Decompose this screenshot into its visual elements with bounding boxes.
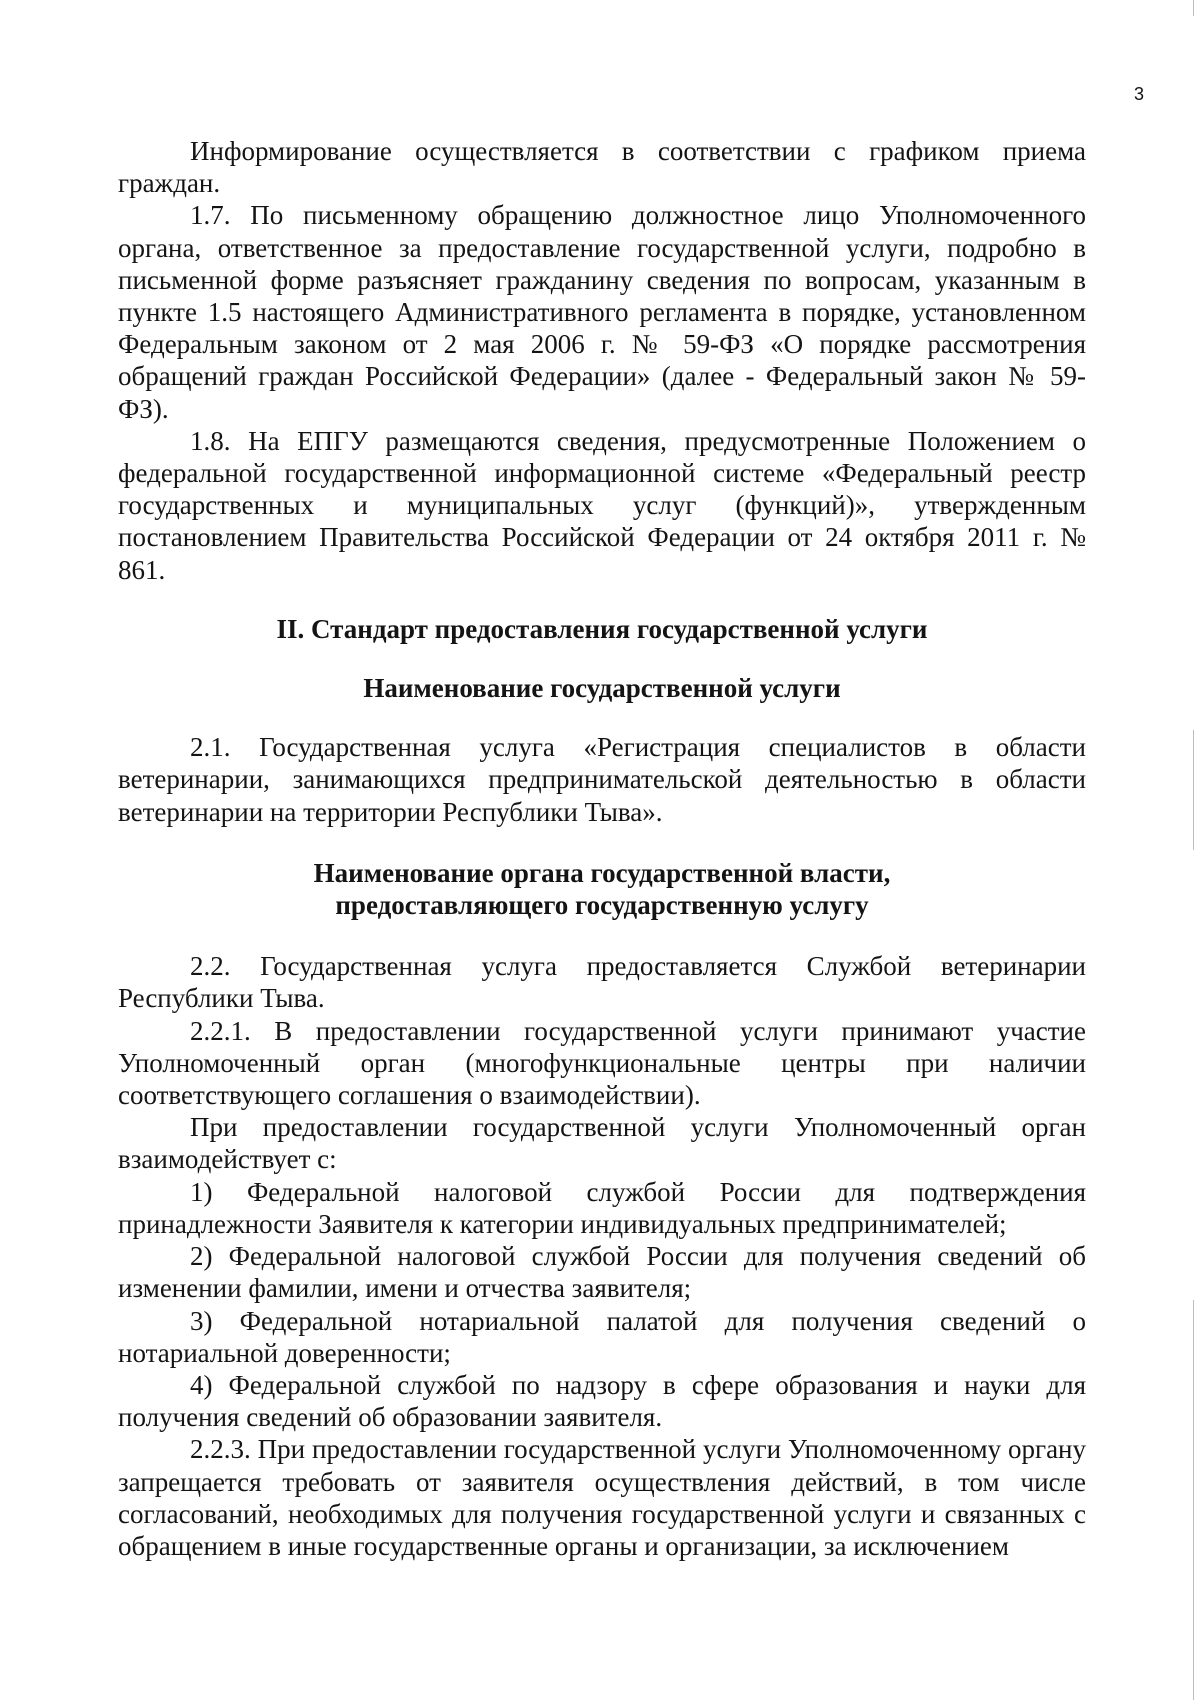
subsection-heading: Наименование государственной услуги (363, 673, 841, 704)
list-item: 4) Федеральной службой по надзору в сфере образования и науки для получения сведений об образовании заявителя. (118, 1369, 1086, 1433)
paragraph: 2.2.3. При предоставлении государственной услуги Уполномоченному органу запрещается требовать от заявителя осуществления действий, в том числе согласований, необходимых для получения государственной услуги и связанных с обращением в иные государственные органы и организации, за исключением (118, 1434, 1086, 1561)
list-item: 1) Федеральной налоговой службой России для подтверждения принадлежности Заявителя к категории индивидуальных предпринимателей; (118, 1176, 1086, 1239)
scan-edge-line (1193, 1300, 1194, 1700)
subsection-heading: предоставляющего государственную услугу (335, 890, 869, 921)
paragraph: 2.1. Государственная услуга «Регистрация специалистов в области ветеринарии, занимающихся предпринимательской деятельностью в области ветеринарии на территории Республики Тыва». (118, 732, 1086, 827)
section-heading: II. Стандарт предоставления государственной услуги (276, 613, 928, 644)
scan-edge-line (1193, 730, 1194, 850)
subsection-heading: Наименование органа государственной власти, (313, 857, 891, 888)
list-item: 2) Федеральной налоговой службой России для получения сведений об изменении фамилии, имени и отчества заявителя; (118, 1241, 1086, 1304)
paragraph: 1.8. На ЕПГУ размещаются сведения, предусмотренные Положением о федеральной государственной информационной системе «Федеральный реестр государственных и муниципальных услуг (функций)», утвержденным постановлением Правительства Российской Федерации от 24 октября 2011 г. № 861. (118, 425, 1086, 585)
scan-edge-line (1193, 0, 1194, 16)
paragraph: При предоставлении государственной услуги Уполномоченный орган взаимодействует с: (118, 1112, 1086, 1175)
list-item: 3) Федеральной нотариальной палатой для получения сведений о нотариальной доверенности; (118, 1305, 1086, 1368)
document-body (118, 135, 1086, 1562)
paragraph: 2.2.1. В предоставлении государственной услуги принимают участие Уполномоченный орган (многофункциональные центры при наличии соответствующего соглашения о взаимодействии). (118, 1015, 1086, 1111)
paragraph: 2.2. Государственная услуга предоставляется Службой ветеринарии Республики Тыва. (118, 951, 1086, 1014)
page-number: 3 (1134, 84, 1145, 104)
paragraph: Информирование осуществляется в соответствии с графиком приема граждан. (118, 136, 1086, 199)
paragraph: 1.7. По письменному обращению должностное лицо Уполномоченного органа, ответственное за предоставление государственной услуги, подробно в письменной форме разъясняет гражданину сведения по вопросам, указанным в пункте 1.5 настоящего Административного регламента в порядке, установленном Федеральным законом от 2 мая 2006 г. № 59-ФЗ «О порядке рассмотрения обращений граждан Российской Федерации» (далее - Федеральный закон № 59-ФЗ). (118, 200, 1086, 424)
